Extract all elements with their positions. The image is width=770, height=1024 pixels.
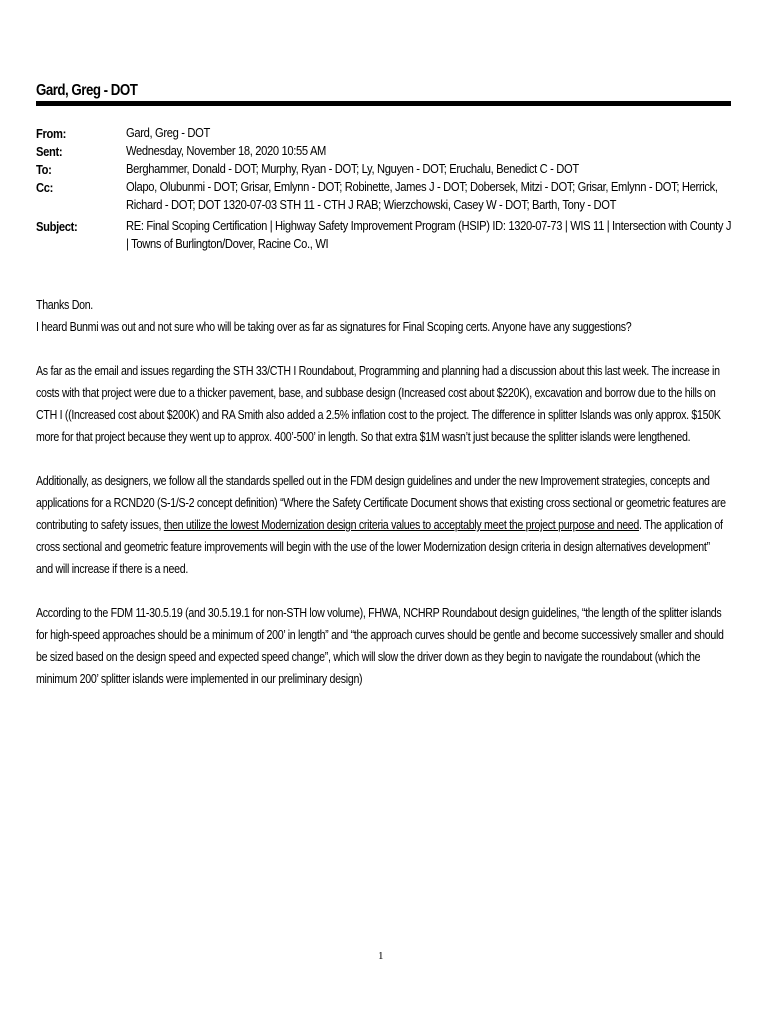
roundabout-cost-paragraph: As far as the email and issues regarding the STH 33/CTH I Roundabout, Programming and planning had a discussion about this last week. The increase in costs with that project were due to a thicker pavement, base, and subbase design (Increased cost about $220K), excavation and borrow due to the hills on CTH I ((Increased cost about $200K) and RA Smith also added a 2.5% inflation cost to the project. The difference in splitter Islands was only approx. $150K more for that project because they went up to approx. 400’-500’ in length. So that extra $1M wasn’t just because the splitter islands were lengthened. <box>36 364 721 444</box>
signature-question-line: I heard Bunmi was out and not sure who will be taking over as far as signatures for Final Scoping certs. Anyone have any suggestions? <box>36 320 632 334</box>
sent-value: Wednesday, November 18, 2020 10:55 AM <box>126 143 327 158</box>
to-label: To: <box>36 162 52 177</box>
to-value: Berghammer, Donald - DOT; Murphy, Ryan - DOT; Ly, Nguyen - DOT; Eruchalu, Benedict C - DOT <box>126 161 579 176</box>
from-value: Gard, Greg - DOT <box>126 125 210 140</box>
cc-label: Cc: <box>36 180 53 195</box>
email-body <box>36 294 726 712</box>
page-number: 1 <box>378 950 384 962</box>
splitter-island-paragraph: According to the FDM 11-30.5.19 (and 30.5.19.1 for non-STH low volume), FHWA, NCHRP Roundabout design guidelines, “the length of the splitter islands for high-speed approaches should be a minimum of 200’ in length” and “the approach curves should be gentle and become successively smaller and should be sized based on the design speed and expected speed change”, which will slow the driver down as they begin to navigate the roundabout (which the minimum 200’ splitter islands were implemented in our preliminary design) <box>36 606 724 686</box>
design-standards-text-start: Additionally, as designers, we follow all the standards spelled out in the FDM design guidelines and under the new Improvement strategies, concepts and applications for a RCND20 (S-1/S-2 concept definition) “Where the Safety Certificate Document shows that existing cross sectional or geometric features are contributing to safety issues, <box>36 474 726 532</box>
heading-rule <box>36 101 731 106</box>
from-label: From: <box>36 126 66 141</box>
greeting-line: Thanks Don. <box>36 298 93 312</box>
design-criteria-underlined-text: then utilize the lowest Modernization design criteria values to acceptably meet the project purpose and need <box>163 518 640 532</box>
design-standards-paragraph <box>36 470 726 580</box>
subject-label: Subject: <box>36 219 78 234</box>
design-standards-text-end: . The application of cross sectional and geometric feature improvements will begin with the use of the lower Modernization design criteria in design alternatives development” and will increase if there is a need. <box>36 518 723 576</box>
greeting-paragraph <box>36 294 726 338</box>
sender-heading: Gard, Greg - DOT <box>36 82 138 99</box>
sent-label: Sent: <box>36 144 63 159</box>
cc-value: Olapo, Olubunmi - DOT; Grisar, Emlynn - DOT; Robinette, James J - DOT; Dobersek, Mitzi - DOT; Grisar, Emlynn - DOT; Herrick, Richard - DOT; DOT 1320-07-03 STH 11 - CTH J RAB; Wierzchowski, Casey W - DOT; Barth, Tony - DOT <box>126 179 718 212</box>
subject-value: RE: Final Scoping Certification | Highway Safety Improvement Program (HSIP) ID: 1320-07-73 | WIS 11 | Intersection with County J | Towns of Burlington/Dover, Racine Co., WI <box>126 218 732 251</box>
